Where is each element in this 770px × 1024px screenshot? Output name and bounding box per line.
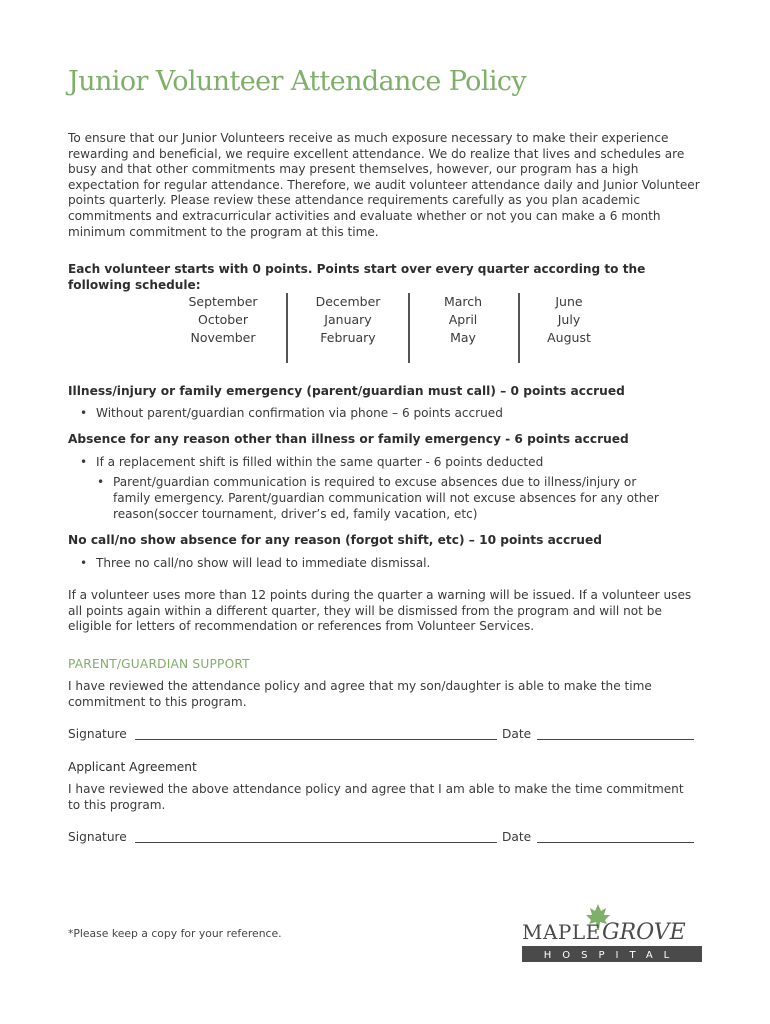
signature-label: Signature bbox=[68, 830, 127, 844]
month: January bbox=[324, 312, 372, 327]
page-title: Junior Volunteer Attendance Policy bbox=[68, 66, 527, 97]
quarter-schedule bbox=[168, 293, 628, 363]
quarter-3 bbox=[408, 293, 518, 347]
month: May bbox=[450, 330, 476, 345]
bullet-icon: • bbox=[97, 475, 105, 489]
month: November bbox=[190, 330, 256, 345]
intro-paragraph: To ensure that our Junior Volunteers receive as much exposure necessary to make their experience rewarding and beneficial, we require excellent attendance. We do realize that lives and schedules are busy and that other commitments may present themselves, however, our program has a high expectation for regular attendance. Therefore, we audit volunteer attendance daily and Junior Volunteer points quarterly. Please review these attendance requirements carefully as you plan academic commitments and extracurricular activities and evaluate whether or not you can make a 6 month minimum commitment to the program at this time. bbox=[68, 131, 700, 239]
month: June bbox=[555, 294, 583, 309]
bullet-text: Without parent/guardian confirmation via phone – 6 points accrued bbox=[96, 406, 503, 420]
month: March bbox=[443, 294, 483, 309]
date-label: Date bbox=[502, 830, 532, 844]
applicant-heading: Applicant Agreement bbox=[68, 760, 197, 774]
noshow-bullet bbox=[80, 555, 431, 571]
bullet-text-line: reason(soccer tournament, driver’s ed, family vacation, etc) bbox=[113, 507, 478, 521]
quarter-1 bbox=[168, 293, 278, 347]
signature-label: Signature bbox=[68, 727, 127, 741]
date-label: Date bbox=[502, 727, 532, 741]
footer-note: *Please keep a copy for your reference. bbox=[68, 927, 282, 940]
bullet-icon: • bbox=[80, 455, 88, 469]
applicant-text: I have reviewed the above attendance policy and agree that I am able to make the time commitment to this program. bbox=[68, 782, 684, 812]
maple-grove-hospital-logo bbox=[522, 900, 702, 964]
parent-support-text: I have reviewed the attendance policy and agree that my son/daughter is able to make the time commitment to this program. bbox=[68, 679, 652, 709]
noshow-heading: No call/no show absence for any reason (forgot shift, etc) – 10 points accrued bbox=[68, 533, 602, 547]
bullet-text: Three no call/no show will lead to immediate dismissal. bbox=[96, 556, 431, 570]
applicant-date-field[interactable] bbox=[537, 830, 694, 843]
applicant-signature-field[interactable] bbox=[135, 830, 497, 843]
warning-paragraph: If a volunteer uses more than 12 points during the quarter a warning will be issued. If a volunteer uses all points again within a different quarter, they will be dismissed from the program and will not be eligible for letters of recommendation or references from Volunteer Services. bbox=[68, 588, 692, 634]
month: August bbox=[547, 330, 591, 345]
month: October bbox=[197, 312, 249, 327]
quarter-4 bbox=[514, 293, 624, 347]
illness-bullet bbox=[80, 405, 503, 421]
logo-graphic bbox=[522, 900, 702, 964]
illness-heading: Illness/injury or family emergency (parent/guardian must call) – 0 points accrued bbox=[68, 384, 625, 398]
column-divider bbox=[286, 293, 288, 363]
absence-bullet-2 bbox=[97, 474, 713, 522]
absence-bullet-1 bbox=[80, 454, 544, 470]
logo-word-maple: MAPLE bbox=[522, 920, 601, 944]
absence-heading: Absence for any reason other than illness or family emergency - 6 points accrued bbox=[68, 432, 629, 446]
month: April bbox=[448, 312, 478, 327]
parent-signature-row bbox=[68, 727, 698, 743]
month: September bbox=[188, 294, 258, 309]
bullet-text-line: family emergency. Parent/guardian communication will not excuse absences for any other bbox=[113, 491, 659, 505]
quarter-2 bbox=[293, 293, 403, 347]
schedule-intro: Each volunteer starts with 0 points. Points start over every quarter according to the following schedule: bbox=[68, 262, 646, 292]
bullet-text-line: Parent/guardian communication is required to excuse absences due to illness/injury or bbox=[113, 475, 637, 489]
bullet-text: If a replacement shift is filled within the same quarter - 6 points deducted bbox=[96, 455, 544, 469]
bullet-icon: • bbox=[80, 556, 88, 570]
logo-word-grove: GROVE bbox=[602, 920, 686, 945]
month: July bbox=[557, 312, 581, 327]
parent-signature-field[interactable] bbox=[135, 727, 497, 740]
bullet-icon: • bbox=[80, 406, 88, 420]
parent-support-heading: PARENT/GUARDIAN SUPPORT bbox=[68, 657, 250, 671]
applicant-signature-row bbox=[68, 830, 698, 846]
logo-word-hospital: HOSPITAL bbox=[543, 950, 681, 961]
month: February bbox=[320, 330, 376, 345]
parent-date-field[interactable] bbox=[537, 727, 694, 740]
month: December bbox=[315, 294, 381, 309]
